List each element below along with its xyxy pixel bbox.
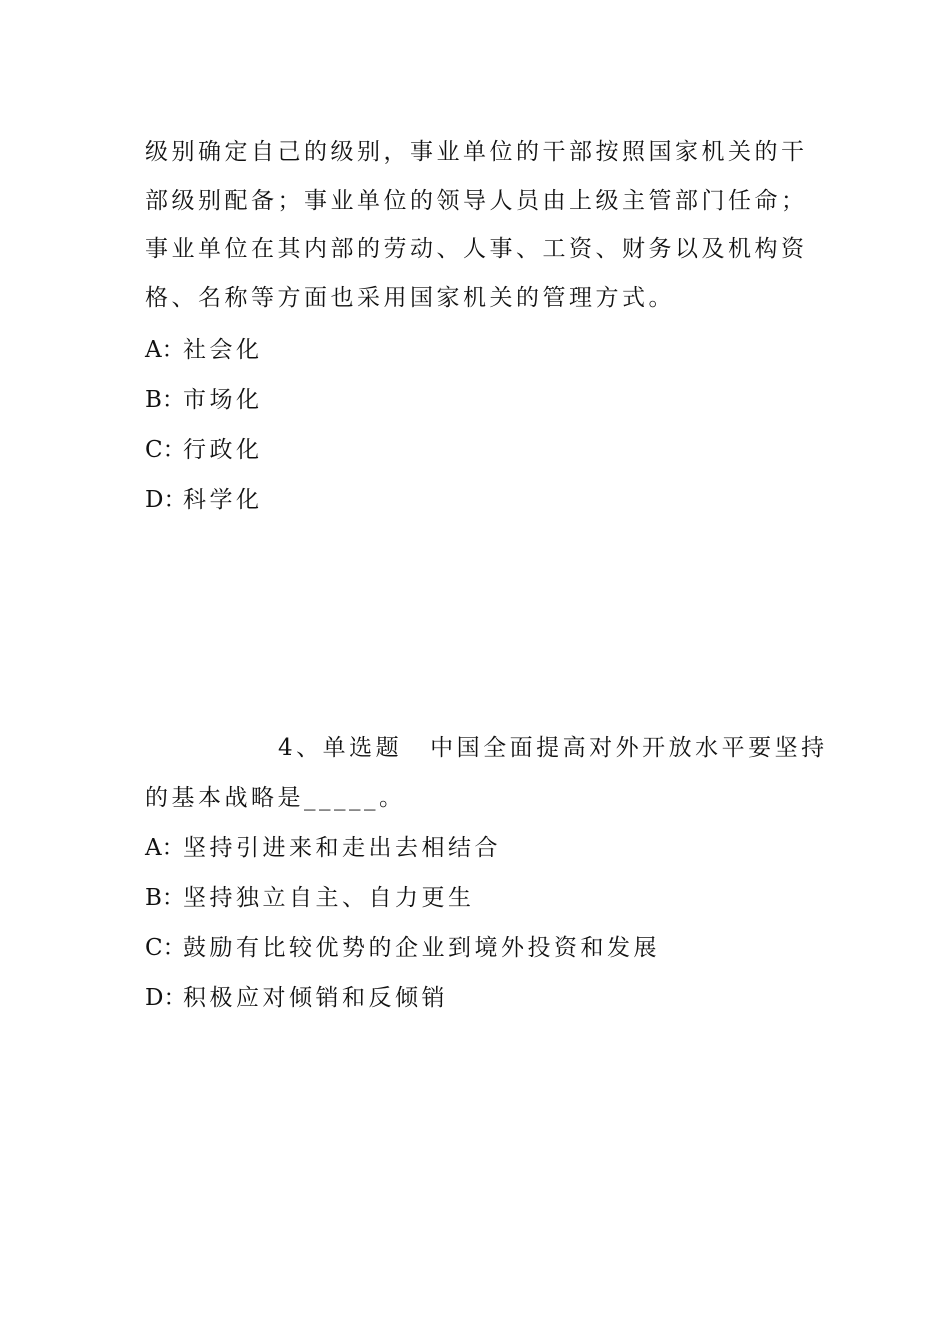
- option-text: 积极应对倾销和反倾销: [183, 985, 448, 1011]
- question-3-option-d: [145, 485, 263, 515]
- option-text: 市场化: [183, 387, 263, 413]
- question-type: 单选题: [322, 735, 403, 761]
- question-4-heading: [145, 733, 828, 763]
- option-text: 坚持引进来和走出去相结合: [183, 835, 501, 861]
- option-text: 鼓励有比较优势的企业到境外投资和发展: [183, 935, 660, 961]
- option-key: C：: [145, 437, 186, 463]
- option-text: 行政化: [183, 437, 263, 463]
- question-stem-second: 的基本战略是_____。: [145, 785, 406, 811]
- option-key: D：: [145, 487, 187, 513]
- question-stem-first: 中国全面提高对外开放水平要坚持: [430, 735, 828, 761]
- question-3-option-a: [145, 335, 263, 365]
- question-4-option-d: [145, 983, 448, 1013]
- question-4-option-a: [145, 833, 501, 863]
- option-key: B：: [145, 885, 185, 911]
- question-number: 4、: [278, 735, 323, 761]
- option-key: B：: [145, 387, 185, 413]
- option-text: 科学化: [183, 487, 263, 513]
- option-text: 社会化: [183, 337, 263, 363]
- question-4-option-c: [145, 933, 660, 963]
- stem-line: 部级别配备；事业单位的领导人员由上级主管部门任命；: [145, 187, 808, 214]
- option-text: 坚持独立自主、自力更生: [183, 885, 475, 911]
- stem-line: 格、名称等方面也采用国家机关的管理方式。: [145, 284, 675, 311]
- question-4-option-b: [145, 883, 475, 913]
- stem-line: 事业单位在其内部的劳动、人事、工资、财务以及机构资: [145, 236, 808, 262]
- question-4-stem-continued: [145, 783, 805, 813]
- option-key: D：: [145, 985, 187, 1011]
- option-key: C：: [145, 935, 186, 961]
- option-key: A：: [145, 337, 185, 363]
- question-3-option-b: [145, 385, 263, 415]
- stem-line: 级别确定自己的级别，事业单位的干部按照国家机关的干: [145, 139, 808, 165]
- question-3-stem: [145, 128, 808, 322]
- question-3-option-c: [145, 435, 263, 465]
- option-key: A：: [145, 835, 185, 861]
